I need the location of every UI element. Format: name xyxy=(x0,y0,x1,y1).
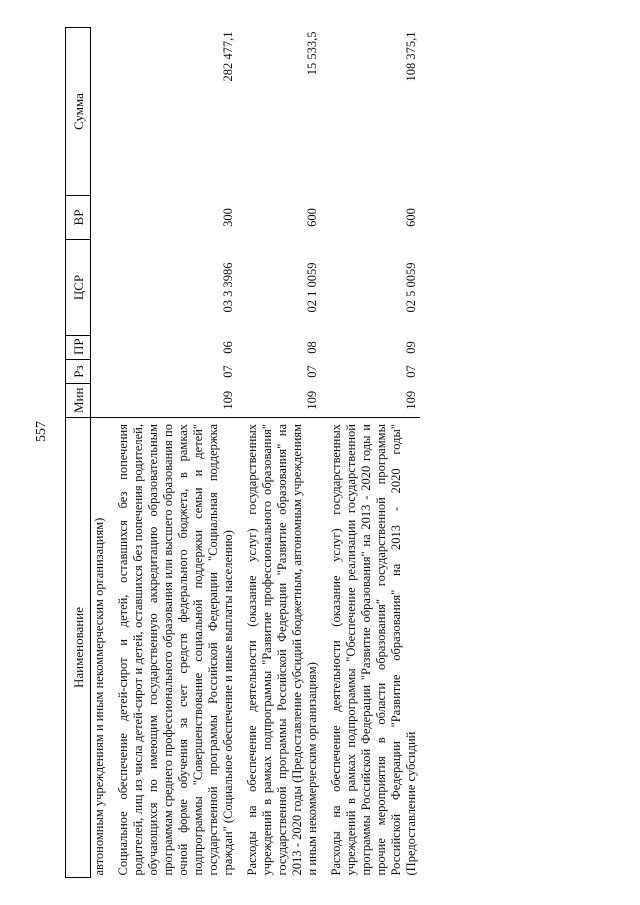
row-rz xyxy=(91,360,109,384)
table-row xyxy=(237,28,321,878)
row-name: автономным учреждениям и иным некоммерческим организациям) xyxy=(92,517,106,876)
row-name: Расходы на обеспечение деятельности (оказание услуг) государственных учреждений в рамках подпрограммы "Обеспечение реализации государственной программы Российской Федерации "Развитие образования" на 2013 - 2020 годы и прочие мероприятия в области образования" государственной программы Российской Федерации "Развитие образования" на 2013 - 2020 годы" (Предоставление субсидий xyxy=(329,424,418,876)
row-csr xyxy=(91,240,109,336)
row-pr xyxy=(91,336,109,360)
header-rz: Рз xyxy=(66,360,91,384)
table-row xyxy=(321,28,420,878)
row-name: Расходы на обеспечение деятельности (оказание услуг) государственных учреждений в рамках подпрограммы "Развитие профессионального образования" государственной программы Российской Федерации "Развитие образования" на 2013 - 2020 годы (Предоставление субсидий бюджетным, автономным учреждениям и иным некоммерческим организациям) xyxy=(245,424,319,876)
row-min: 109 xyxy=(237,384,321,418)
row-vr: 600 xyxy=(404,208,418,227)
header-sum: Сумма xyxy=(66,28,91,196)
row-csr: 02 1 0059 xyxy=(305,262,319,313)
row-sum: 282 477,1 xyxy=(221,31,235,82)
table-row xyxy=(108,28,237,878)
table-row xyxy=(91,28,109,878)
row-rz: 07 xyxy=(221,365,235,378)
row-min xyxy=(91,384,109,418)
header-name: Наименование xyxy=(66,418,91,878)
row-vr: 300 xyxy=(221,208,235,227)
row-vr xyxy=(91,196,109,240)
row-rz: 07 xyxy=(404,365,418,378)
row-csr: 03 3 3986 xyxy=(221,262,235,313)
row-pr: 09 xyxy=(404,341,418,354)
row-name: Социальное обеспечение детей-сирот и детей, оставшихся без попечения родителей, лиц из числа детей-сирот и детей, оставшихся без попечения родителей, обучающихся по имеющим государственную аккредитацию образовательным программам среднего профессионального образования или высшего образования по очной форме обучения за счет средств федерального бюджета, в рамках подпрограммы "Совершенствование социальной поддержки семьи и детей" государственной программы Российской Федерации "Социальная поддержка граждан" (Социальное обеспечение и иные выплаты населению) xyxy=(116,424,235,876)
row-sum xyxy=(91,28,109,196)
row-pr: 08 xyxy=(305,341,319,354)
header-csr: ЦСР xyxy=(66,240,91,336)
page-number: 557 xyxy=(34,421,49,442)
header-vr: ВР xyxy=(66,196,91,240)
row-vr: 600 xyxy=(305,208,319,227)
row-min: 109 xyxy=(321,384,420,418)
header-pr: ПР xyxy=(66,336,91,360)
row-csr: 02 5 0059 xyxy=(404,262,418,313)
row-pr: 06 xyxy=(221,341,235,354)
header-min: Мин xyxy=(66,384,91,418)
row-rz: 07 xyxy=(305,365,319,378)
budget-table xyxy=(65,27,420,878)
row-sum: 15 533,5 xyxy=(305,31,319,76)
row-min: 109 xyxy=(108,384,237,418)
rotated-page xyxy=(65,28,625,878)
row-sum: 108 375,1 xyxy=(404,31,418,82)
table-header-row xyxy=(66,28,91,878)
